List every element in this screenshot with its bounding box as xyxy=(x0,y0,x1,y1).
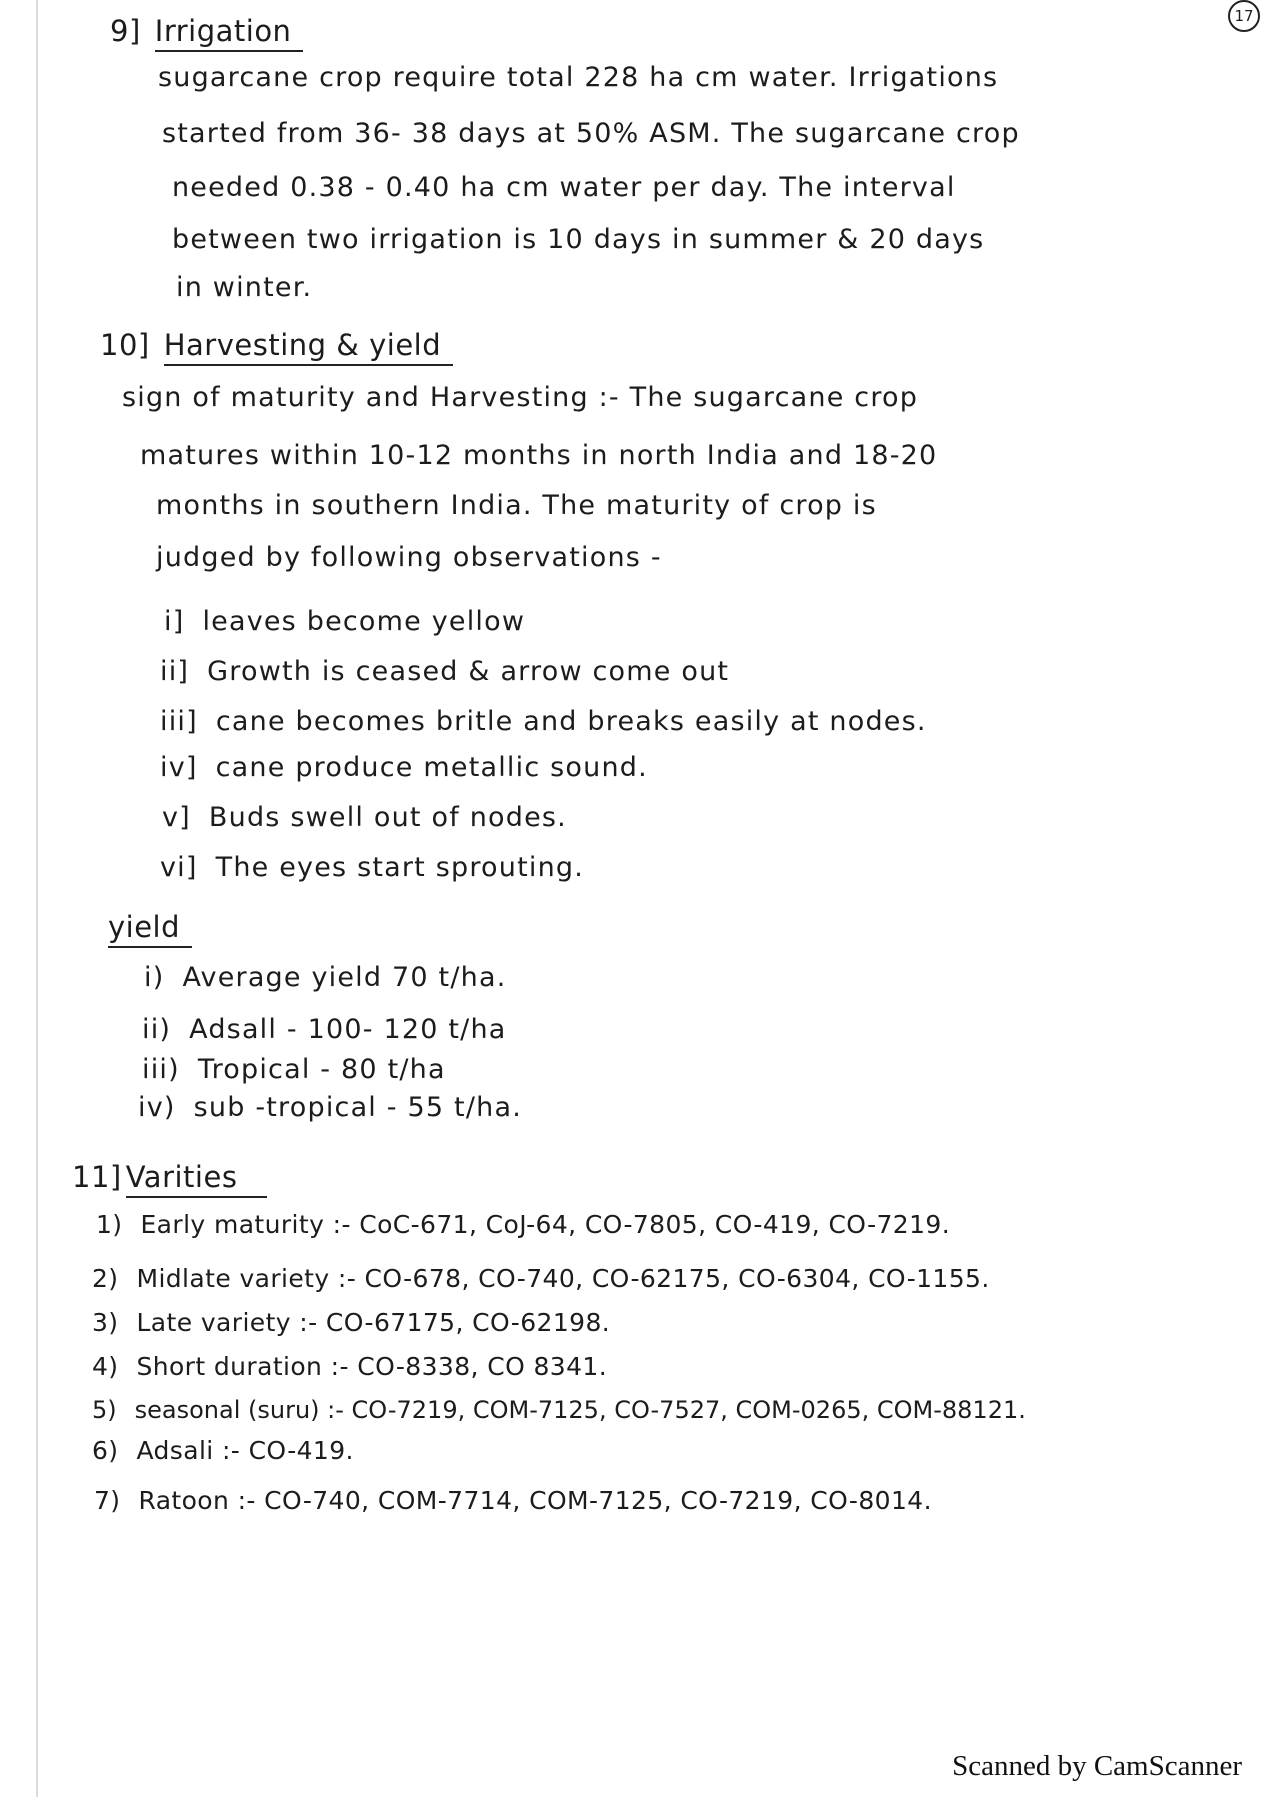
item-label: ii) xyxy=(142,1014,172,1045)
yield-item xyxy=(142,1054,446,1085)
margin-line xyxy=(36,0,38,1797)
variety-item xyxy=(92,1352,607,1381)
item-text: The eyes start sprouting. xyxy=(215,852,585,883)
irrigation-heading xyxy=(110,14,303,52)
yield-item xyxy=(144,962,506,993)
harvesting-line: matures within 10-12 months in north India and 18-20 xyxy=(140,440,938,471)
harvesting-line: sign of maturity and Harvesting :- The sugarcane crop xyxy=(122,382,919,413)
item-label: 3) xyxy=(92,1308,119,1337)
variety-item xyxy=(92,1396,1026,1424)
yield-heading xyxy=(108,910,192,948)
item-label: 5) xyxy=(92,1396,117,1424)
item-label: 2) xyxy=(92,1264,119,1293)
item-label: iv] xyxy=(160,752,198,783)
item-text: leaves become yellow xyxy=(202,606,526,637)
variety-item xyxy=(94,1486,932,1515)
irrigation-line: started from 36- 38 days at 50% ASM. The sugarcane crop xyxy=(162,118,1020,149)
yield-item xyxy=(138,1092,522,1123)
irrigation-line: needed 0.38 - 0.40 ha cm water per day. The interval xyxy=(172,172,956,203)
item-label: v] xyxy=(162,802,191,833)
item-text: Tropical - 80 t/ha xyxy=(197,1054,446,1085)
variety-item xyxy=(96,1210,950,1239)
item-text: Average yield 70 t/ha. xyxy=(182,962,507,993)
item-label: i] xyxy=(164,606,185,637)
yield-item xyxy=(142,1014,507,1045)
item-label: 6) xyxy=(92,1436,119,1465)
item-text: Early maturity :- CoC-671, CoJ-64, CO-7805, CO-419, CO-7219. xyxy=(140,1210,951,1239)
item-text: Midlate variety :- CO-678, CO-740, CO-62175, CO-6304, CO-1155. xyxy=(136,1264,990,1293)
section-number: 11] xyxy=(72,1160,122,1194)
variety-item xyxy=(92,1264,990,1293)
section-title: Harvesting & yield xyxy=(164,328,453,366)
item-text: Short duration :- CO-8338, CO 8341. xyxy=(136,1352,608,1381)
harvesting-heading xyxy=(100,328,453,366)
scanner-watermark: Scanned by CamScanner xyxy=(952,1750,1242,1782)
item-text: Adsali :- CO-419. xyxy=(136,1436,354,1465)
observation-item xyxy=(164,606,525,637)
item-label: vi] xyxy=(160,852,198,883)
irrigation-line: between two irrigation is 10 days in summer & 20 days xyxy=(172,224,985,255)
item-text: cane produce metallic sound. xyxy=(215,752,648,783)
observation-item xyxy=(160,656,729,687)
item-label: i) xyxy=(144,962,165,993)
variety-item xyxy=(92,1436,354,1465)
page-number: 17 xyxy=(1228,0,1260,32)
item-label: iv) xyxy=(138,1092,176,1123)
item-label: ii] xyxy=(160,656,190,687)
observation-item xyxy=(160,852,584,883)
section-title: yield xyxy=(108,910,192,948)
item-label: 1) xyxy=(96,1210,123,1239)
item-text: Growth is ceased & arrow come out xyxy=(207,656,730,687)
observation-item xyxy=(160,752,648,783)
item-text: cane becomes britle and breaks easily at nodes. xyxy=(215,706,927,737)
section-number: 9] xyxy=(110,14,141,48)
section-title: Irrigation xyxy=(155,14,304,52)
item-label: 4) xyxy=(92,1352,119,1381)
item-text: sub -tropical - 55 t/ha. xyxy=(193,1092,522,1123)
irrigation-line: in winter. xyxy=(176,272,313,303)
section-number: 10] xyxy=(100,328,150,362)
varieties-heading xyxy=(72,1160,267,1198)
item-label: iii] xyxy=(160,706,198,737)
item-label: 7) xyxy=(94,1486,121,1515)
item-text: Ratoon :- CO-740, COM-7714, COM-7125, CO-7219, CO-8014. xyxy=(138,1486,932,1515)
observation-item xyxy=(160,706,927,737)
item-text: seasonal (suru) :- CO-7219, COM-7125, CO-7527, COM-0265, COM-88121. xyxy=(134,1396,1026,1424)
variety-item xyxy=(92,1308,610,1337)
item-text: Buds swell out of nodes. xyxy=(208,802,567,833)
harvesting-line: judged by following observations - xyxy=(156,542,662,573)
observation-item xyxy=(162,802,567,833)
harvesting-line: months in southern India. The maturity of crop is xyxy=(156,490,877,521)
section-title: Varities xyxy=(126,1160,268,1198)
item-label: iii) xyxy=(142,1054,180,1085)
item-text: Adsall - 100- 120 t/ha xyxy=(189,1014,507,1045)
item-text: Late variety :- CO-67175, CO-62198. xyxy=(136,1308,611,1337)
irrigation-line: sugarcane crop require total 228 ha cm water. Irrigations xyxy=(158,62,999,93)
